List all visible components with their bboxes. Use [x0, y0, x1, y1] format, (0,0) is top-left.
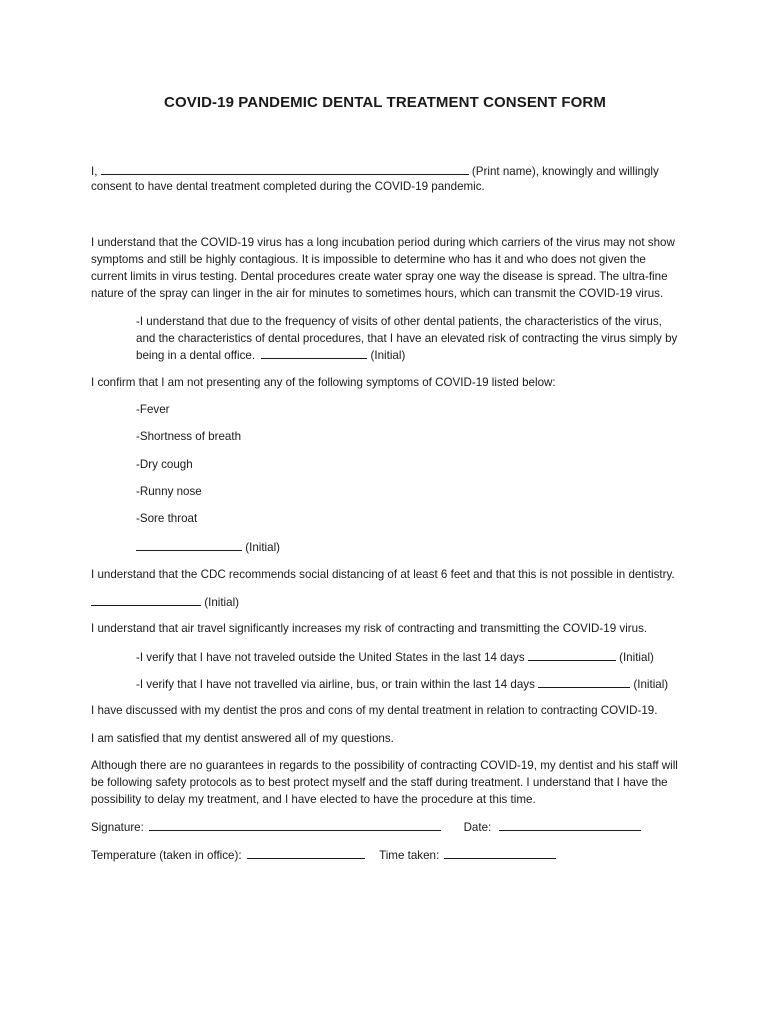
risk-line-2: and the characteristics of dental procedures, that I have an elevated risk of contracting the virus simply by — [136, 332, 678, 345]
symptoms-initial-label: (Initial) — [245, 541, 281, 554]
cdc-initial-line — [91, 593, 691, 611]
cdc-initial-label: (Initial) — [204, 596, 240, 609]
time-taken-field[interactable] — [444, 846, 556, 859]
risk-initial-field[interactable] — [261, 346, 367, 359]
risk-initial-label: (Initial) — [370, 349, 406, 362]
intro-prefix: I, — [91, 165, 98, 178]
understand-line-3: current limits in virus testing. Dental procedures create water spray one way the disease is spread. The ultra-fine — [91, 270, 668, 283]
form-title: COVID-19 PANDEMIC DENTAL TREATMENT CONSENT FORM — [164, 94, 606, 111]
risk-line-3 — [136, 346, 736, 364]
symptom-fever: -Fever — [136, 403, 170, 416]
verify-us-initial-field[interactable] — [528, 648, 616, 661]
verify-us-text: -I verify that I have not traveled outside the United States in the last 14 days — [136, 651, 525, 664]
signature-line — [91, 818, 691, 836]
verify-us-line — [136, 648, 736, 666]
verify-us-initial-label: (Initial) — [619, 651, 654, 664]
symptom-dry-cough: -Dry cough — [136, 458, 193, 471]
date-label: Date: — [463, 821, 492, 834]
symptoms-intro: I confirm that I am not presenting any of the following symptoms of COVID-19 listed below: — [91, 376, 556, 389]
discussed-statement: I have discussed with my dentist the pros and cons of my dental treatment in relation to contracting COVID-19. — [91, 704, 658, 717]
satisfied-statement: I am satisfied that my dentist answered all of my questions. — [91, 732, 394, 745]
guarantee-line-2: be following safety protocols as to best protect myself and the staff during treatment. I understand that I have the — [91, 776, 668, 789]
risk-line-1: -I understand that due to the frequency of visits of other dental patients, the characteristics of the virus, — [136, 315, 662, 328]
understand-line-4: nature of the spray can linger in the air for minutes to sometimes hours, which can transmit the COVID-19 virus. — [91, 287, 664, 300]
verify-transport-line — [136, 675, 736, 693]
symptom-shortness-of-breath: -Shortness of breath — [136, 430, 242, 443]
time-taken-label: Time taken: — [379, 849, 440, 862]
signature-label: Signature: — [91, 821, 144, 834]
temperature-field[interactable] — [247, 846, 365, 859]
risk-line-3-text: being in a dental office. — [136, 349, 256, 362]
air-travel-statement: I understand that air travel significantly increases my risk of contracting and transmitting the COVID-19 virus. — [91, 622, 648, 635]
print-name-label: (Print name), knowingly and willingly — [471, 165, 659, 178]
symptoms-initial-field[interactable] — [136, 538, 242, 551]
cdc-statement: I understand that the CDC recommends social distancing of at least 6 feet and that this is not possible in dentistry. — [91, 568, 675, 581]
signature-field[interactable] — [149, 818, 441, 831]
guarantee-line-1: Although there are no guarantees in regards to the possibility of contracting COVID-19, my dentist and his staff will — [91, 759, 678, 772]
intro-line-2: consent to have dental treatment completed during the COVID-19 pandemic. — [91, 180, 485, 193]
symptom-runny-nose: -Runny nose — [136, 485, 202, 498]
symptoms-initial-line — [136, 538, 736, 556]
verify-transport-text: -I verify that I have not travelled via airline, bus, or train within the last 14 days — [136, 678, 535, 691]
verify-transport-initial-field[interactable] — [538, 675, 630, 688]
date-field[interactable] — [499, 818, 641, 831]
verify-transport-initial-label: (Initial) — [633, 678, 669, 691]
cdc-initial-field[interactable] — [91, 593, 201, 606]
temperature-label: Temperature (taken in office): — [91, 849, 242, 862]
print-name-field[interactable] — [101, 162, 469, 175]
symptom-sore-throat: -Sore throat — [136, 512, 198, 525]
temperature-line — [91, 846, 691, 864]
guarantee-line-3: possibility to delay my treatment, and I have elected to have the procedure at this time. — [91, 793, 536, 806]
understand-line-2: symptoms and still be highly contagious. It is impossible to determine who has it and who does not given the — [91, 253, 646, 266]
understand-line-1: I understand that the COVID-19 virus has a long incubation period during which carriers of the virus may not show — [91, 236, 675, 249]
